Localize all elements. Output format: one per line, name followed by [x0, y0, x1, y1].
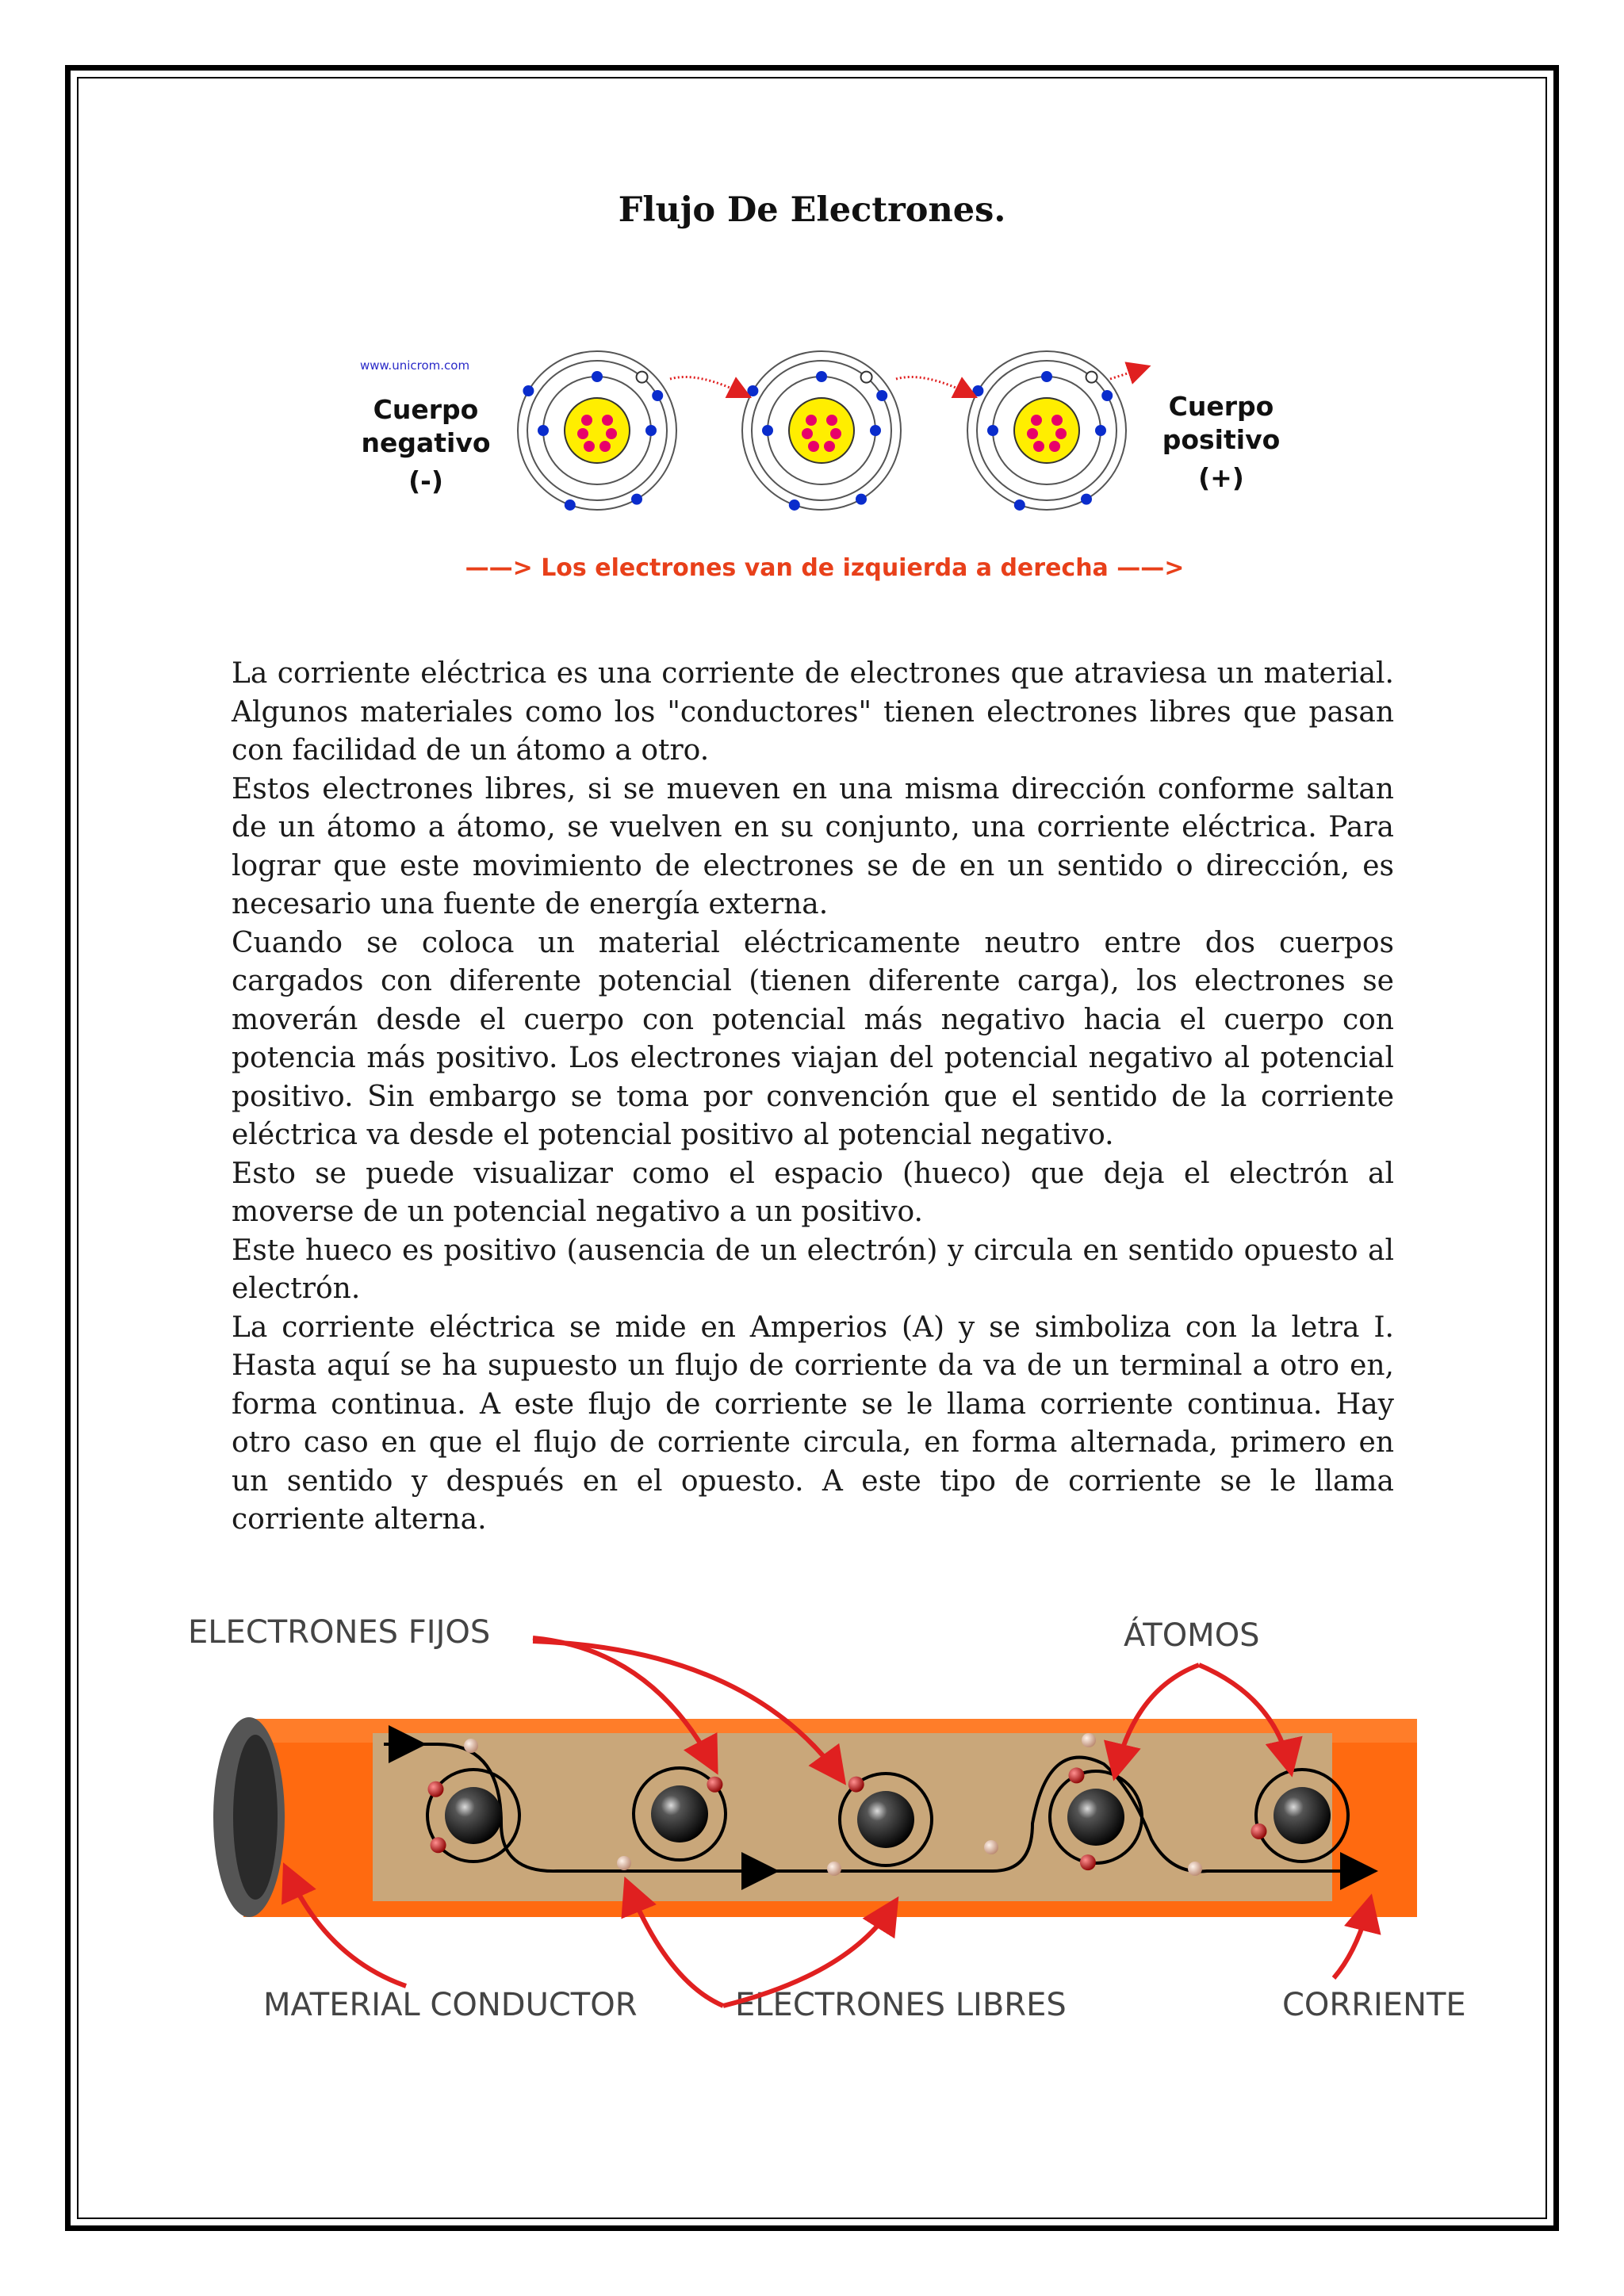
- label-current: CORRIENTE: [1282, 1987, 1466, 2023]
- hole: [861, 372, 872, 383]
- electron: [1101, 390, 1113, 401]
- proton: [602, 415, 613, 426]
- body-text: [232, 655, 1394, 1540]
- electron: [631, 494, 642, 505]
- paragraph: Esto se puede visualizar como el espacio (hueco) que deja el electrón al moverse de un potencial negativo a un positivo.: [232, 1157, 1394, 1228]
- proton: [1055, 428, 1067, 439]
- proton: [581, 415, 592, 426]
- free-electron: [1188, 1862, 1202, 1876]
- proton: [1027, 428, 1038, 439]
- proton: [577, 428, 588, 439]
- electron: [972, 385, 983, 396]
- free-electron: [464, 1739, 478, 1753]
- watermark-text: www.unicrom.com: [360, 358, 470, 373]
- proton: [824, 441, 835, 452]
- label-free-electrons: ELECTRONES LIBRES: [735, 1987, 1067, 2023]
- figure1-caption: ——> Los electrones van de izquierda a derecha ——>: [465, 554, 1185, 582]
- electron: [816, 371, 827, 382]
- atom: [742, 351, 901, 511]
- fixed-electron: [707, 1777, 722, 1793]
- conductor-end-hole: [233, 1735, 278, 1900]
- proton: [606, 428, 617, 439]
- hole: [1086, 372, 1097, 383]
- jump-arrow-1: [670, 377, 745, 396]
- electron: [747, 385, 758, 396]
- free-electron: [827, 1862, 841, 1876]
- label-atoms: ÁTOMOS: [1124, 1617, 1260, 1654]
- electron: [1095, 425, 1106, 436]
- paragraph: La corriente eléctrica es una corriente de electrones que atraviesa un material. Algunos materiales como los "conductores" tienen electrones libres que pasan con facilidad de un átomo a otro.: [232, 657, 1394, 767]
- electron: [538, 425, 549, 436]
- label-conductor: MATERIAL CONDUCTOR: [263, 1987, 638, 2023]
- nucleus: [857, 1791, 914, 1848]
- left-label: [361, 394, 490, 496]
- electron: [789, 499, 800, 511]
- electron-flow-diagram: [349, 349, 1285, 610]
- proton: [802, 428, 813, 439]
- free-electron: [1082, 1733, 1096, 1747]
- left-label-line2: negativo: [361, 427, 491, 458]
- conductor-diagram: [176, 1601, 1492, 2045]
- proton: [1051, 415, 1063, 426]
- right-label-line2: positivo: [1162, 424, 1281, 455]
- right-label-line3: (+): [1198, 462, 1244, 493]
- electron: [523, 385, 534, 396]
- jump-arrow-2: [896, 377, 971, 396]
- fixed-electron: [431, 1837, 446, 1853]
- nucleus: [1014, 398, 1079, 463]
- hole: [637, 372, 648, 383]
- free-electron: [617, 1856, 631, 1870]
- electron: [565, 499, 576, 511]
- electron: [645, 425, 657, 436]
- right-label: [1162, 391, 1281, 493]
- paragraph: La corriente eléctrica se mide en Amperios (A) y se simboliza con la letra I. Hasta aquí se ha supuesto un flujo de corriente da va de un terminal a otro en, forma continua. A este flujo de corriente se le llama corriente continua. Hay otro caso en que el flujo de corriente circula, en forma alternada, primero en un sentido y después en el opuesto. A este tipo de corriente se le llama corriente alterna.: [232, 1311, 1394, 1536]
- fixed-electron: [427, 1781, 443, 1797]
- proton: [826, 415, 837, 426]
- fixed-electron: [1080, 1854, 1096, 1870]
- right-label-line1: Cuerpo: [1168, 391, 1274, 422]
- electron: [870, 425, 881, 436]
- proton: [1033, 441, 1044, 452]
- proton: [830, 428, 841, 439]
- electron: [987, 425, 998, 436]
- electron: [1081, 494, 1092, 505]
- atom: [967, 351, 1126, 511]
- fixed-electron: [848, 1777, 864, 1793]
- nucleus: [1274, 1787, 1331, 1844]
- proton: [599, 441, 611, 452]
- fixed-electron: [1068, 1767, 1084, 1783]
- electron: [876, 390, 887, 401]
- proton: [584, 441, 595, 452]
- electron: [592, 371, 603, 382]
- left-label-line1: Cuerpo: [373, 394, 479, 425]
- electron: [762, 425, 773, 436]
- proton: [808, 441, 819, 452]
- electron: [1014, 499, 1025, 511]
- label-fixed-electrons: ELECTRONES FIJOS: [188, 1614, 491, 1651]
- nucleus: [565, 398, 630, 463]
- nucleus: [1067, 1789, 1124, 1846]
- nucleus: [445, 1787, 502, 1844]
- atom: [518, 351, 676, 511]
- paragraph: Estos electrones libres, si se mueven en una misma dirección conforme saltan de un átomo a átomo, se vuelven en su conjunto, una corriente eléctrica. Para lograr que este movimiento de electrones se de en un sentido o dirección, es necesario una fuente de energía externa.: [232, 772, 1394, 920]
- left-label-line3: (-): [408, 465, 443, 496]
- nucleus: [789, 398, 854, 463]
- paragraph: Este hueco es positivo (ausencia de un electrón) y circula en sentido opuesto al electrón.: [232, 1234, 1394, 1305]
- fixed-electron: [1251, 1823, 1266, 1839]
- paragraph: Cuando se coloca un material eléctricamente neutro entre dos cuerpos cargados con diferente potencial (tienen diferente carga), los electrones se moverán desde el cuerpo con potencial más negativo hacia el cuerpo con potencia más positivo. Los electrones viajan del potencial negativo al potencial positivo. Sin embargo se toma por convención que el sentido de la corriente eléctrica va desde el potencial positivo al potencial negativo.: [232, 926, 1394, 1151]
- free-electron: [984, 1840, 998, 1854]
- electron: [1041, 371, 1052, 382]
- electron: [652, 390, 663, 401]
- page-title: Flujo De Electrones.: [618, 190, 1006, 230]
- nucleus: [651, 1785, 708, 1843]
- proton: [806, 415, 817, 426]
- proton: [1049, 441, 1060, 452]
- electron: [856, 494, 867, 505]
- jump-arrow-3: [1110, 368, 1144, 379]
- conductor-core: [373, 1733, 1332, 1901]
- proton: [1031, 415, 1042, 426]
